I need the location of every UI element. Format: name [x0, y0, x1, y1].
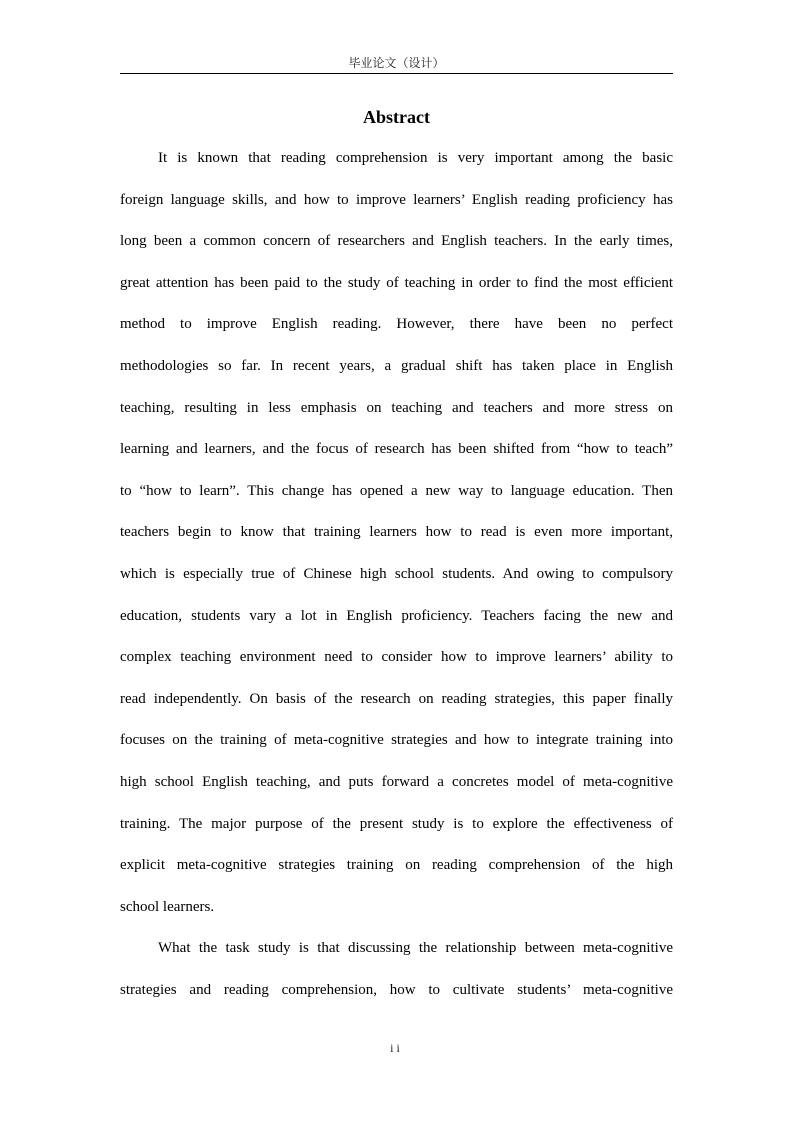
text-line: method to improve English reading. However, there have been no perfect — [120, 316, 673, 333]
text-line: explicit meta-cognitive strategies training on reading comprehension of the high — [120, 857, 673, 874]
paragraph-1 — [120, 138, 673, 928]
text-line: education, students vary a lot in English proficiency. Teachers facing the new and — [120, 607, 673, 624]
text-line: to “how to learn”. This change has opened a new way to language education. Then — [120, 482, 673, 499]
text-line: teachers begin to know that training learners how to read is even more important, — [120, 524, 673, 541]
text-line: training. The major purpose of the present study is to explore the effectiveness of — [120, 815, 673, 832]
text-line: focuses on the training of meta-cognitive strategies and how to integrate training into — [120, 732, 673, 749]
text-line: foreign language skills, and how to improve learners’ English reading proficiency has — [120, 191, 673, 208]
text-line: read independently. On basis of the research on reading strategies, this paper finally — [120, 690, 673, 707]
paragraph-2 — [120, 928, 673, 1011]
text-line: methodologies so far. In recent years, a gradual shift has taken place in English — [120, 357, 673, 374]
abstract-body — [120, 138, 673, 1011]
text-line: What the task study is that discussing the relationship between meta-cognitive — [158, 940, 673, 957]
text-line: learning and learners, and the focus of research has been shifted from “how to teach” — [120, 441, 673, 458]
text-line: It is known that reading comprehension is very important among the basic — [158, 150, 673, 166]
page-title: Abstract — [363, 107, 430, 127]
text-line: long been a common concern of researchers and English teachers. In the early times, — [120, 233, 673, 250]
text-line: which is especially true of Chinese high school students. And owing to compulsory — [120, 565, 673, 582]
text-line: strategies and reading comprehension, how to cultivate students’ meta-cognitive — [120, 981, 673, 998]
header-divider — [120, 73, 673, 74]
running-header: 毕业论文（设计） — [348, 56, 445, 70]
text-line: teaching, resulting in less emphasis on teaching and teachers and more stress on — [120, 399, 673, 416]
text-line: school learners. — [120, 898, 215, 915]
text-line: great attention has been paid to the study of teaching in order to find the most efficient — [120, 274, 673, 291]
text-line: complex teaching environment need to consider how to improve learners’ ability to — [120, 649, 673, 666]
page-number: ii — [390, 1041, 403, 1055]
text-line: high school English teaching, and puts forward a concretes model of meta-cognitive — [120, 773, 673, 790]
